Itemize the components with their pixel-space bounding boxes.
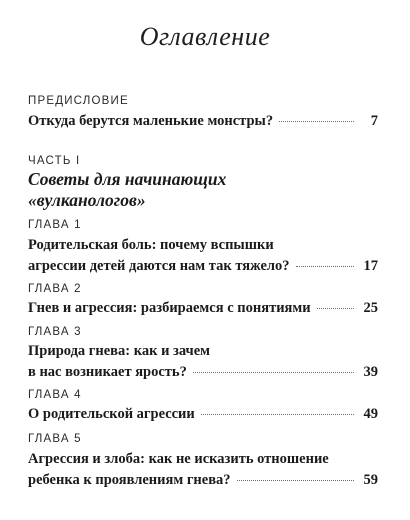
toc-entry-text: О родительской агрессии <box>28 406 195 422</box>
part-title <box>28 169 368 211</box>
chapter-label: ГЛАВА 5 <box>28 433 82 445</box>
page-number: 25 <box>363 300 378 316</box>
toc-entry-text: Откуда берутся маленькие монстры? <box>28 113 274 129</box>
page-number: 7 <box>370 113 378 129</box>
chapter-label: ГЛАВА 1 <box>28 219 82 231</box>
page-title: Оглавление <box>139 22 271 51</box>
page-number: 59 <box>363 472 378 488</box>
toc-entry-text: в нас возникает ярость? <box>28 364 187 380</box>
part-title-line: «вулканологов» <box>28 190 146 210</box>
part-title-line: Советы для начинающих <box>28 169 227 189</box>
dot-leader <box>193 372 354 373</box>
toc-entry-text: Природа гнева: как и зачем <box>28 343 211 359</box>
page-number: 17 <box>363 258 378 274</box>
toc-entry-chapter-4[interactable] <box>28 404 378 425</box>
part-label: ЧАСТЬ I <box>28 155 81 167</box>
toc-entry-chapter-1[interactable] <box>28 235 378 277</box>
toc-entry-text: ребенка к проявлениям гнева? <box>28 472 231 488</box>
dot-leader <box>279 121 354 122</box>
dot-leader <box>317 308 354 309</box>
preface-label: ПРЕДИСЛОВИЕ <box>28 95 129 107</box>
toc-entry-preface[interactable] <box>28 111 378 132</box>
dot-leader <box>296 266 354 267</box>
dot-leader <box>201 414 354 415</box>
chapter-label: ГЛАВА 3 <box>28 326 82 338</box>
chapter-label: ГЛАВА 4 <box>28 389 82 401</box>
toc-entry-chapter-5[interactable] <box>28 449 378 491</box>
toc-entry-text: Агрессия и злоба: как не исказить отношение <box>28 451 329 467</box>
toc-entry-text: Гнев и агрессия: разбираемся с понятиями <box>28 300 311 316</box>
toc-entry-chapter-2[interactable] <box>28 298 378 319</box>
toc-entry-chapter-3[interactable] <box>28 341 378 383</box>
dot-leader <box>237 480 354 481</box>
page-number: 39 <box>363 364 378 380</box>
toc-entry-text: агрессии детей даются нам так тяжело? <box>28 258 290 274</box>
toc-entry-text: Родительская боль: почему вспышки <box>28 237 274 253</box>
page-number: 49 <box>363 406 378 422</box>
chapter-label: ГЛАВА 2 <box>28 283 82 295</box>
